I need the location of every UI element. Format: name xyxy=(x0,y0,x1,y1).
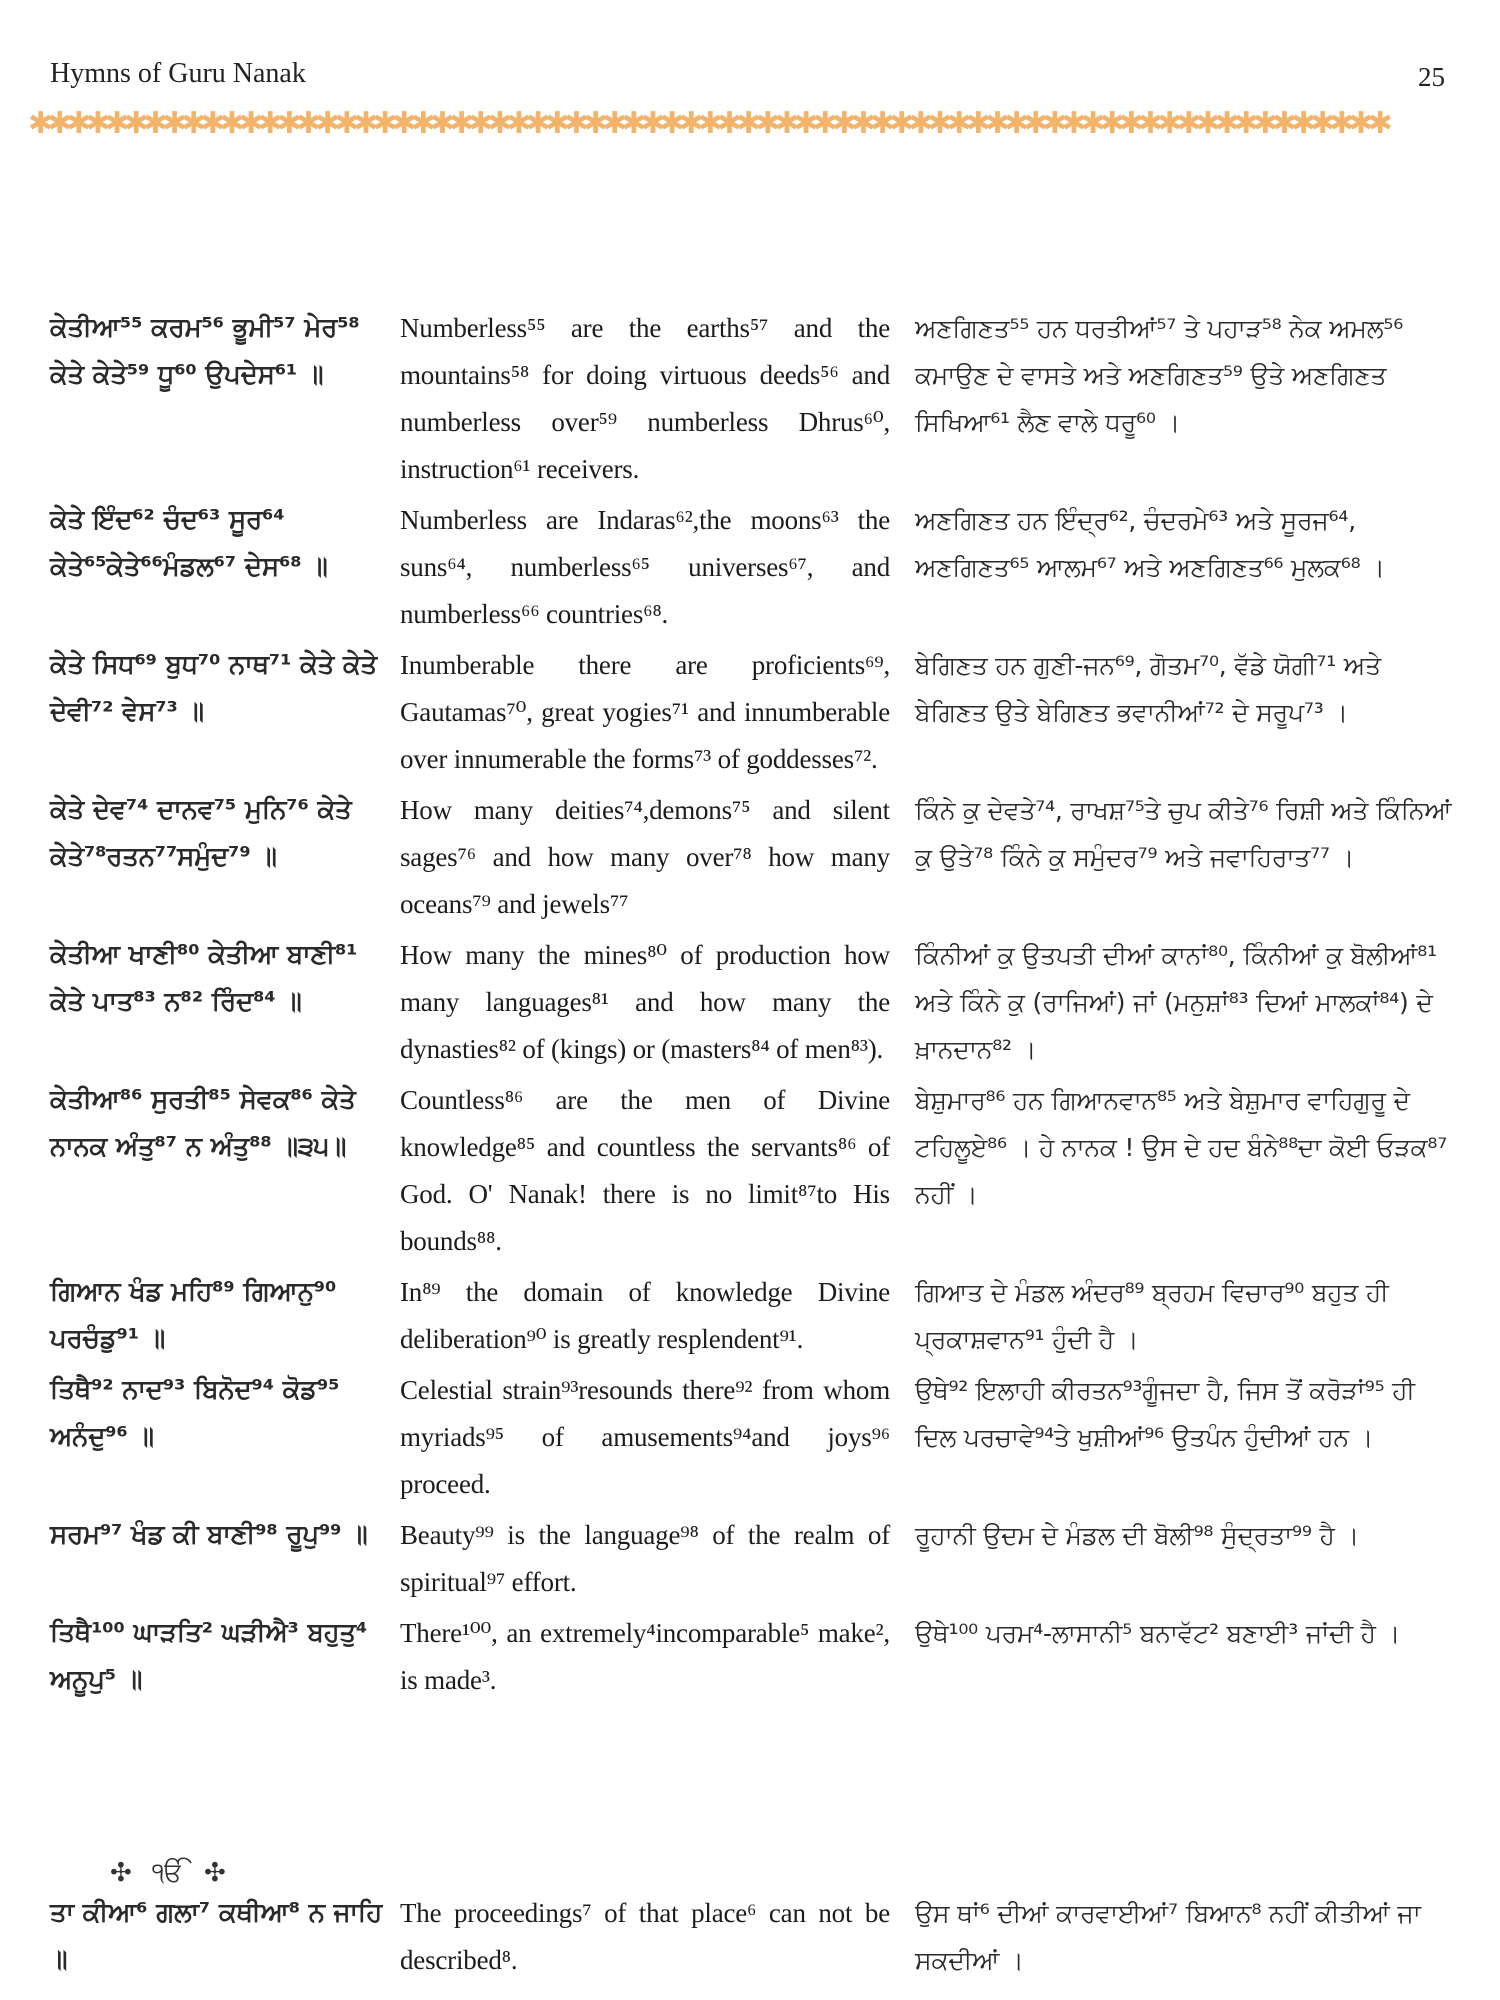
english-translation: Numberless are Indaras⁶²,the moons⁶³ the suns⁶⁴, numberless⁶⁵ universes⁶⁷, and numberless⁶⁶ countries⁶⁸. xyxy=(400,505,890,629)
verse-row xyxy=(40,787,1460,928)
punjabi-verse: ਕੇਤੀਆ⁸⁶ ਸੁਰਤੀ⁸⁵ ਸੇਵਕ⁸⁶ ਕੇਤੇ ਨਾਨਕ ਅੰਤੁ⁸⁷ ਨ ਅੰਤੁ⁸⁸ ॥੩੫॥ xyxy=(50,1085,356,1162)
english-translation: How many the mines⁸⁰ of production how many languages⁸¹ and how many the dynasties⁸² of (kings) or (masters⁸⁴ of men⁸³). xyxy=(400,940,890,1064)
punjabi-verse: ਕੇਤੇ ਦੇਵ⁷⁴ ਦਾਨਵ⁷⁵ ਮੁਨਿ⁷⁶ ਕੇਤੇ ਕੇਤੇ⁷⁸ਰਤਨ⁷⁷ਸਮੁੰਦ⁷⁹ ॥ xyxy=(50,795,352,872)
gurmukhi-explanation: ਰੂਹਾਨੀ ਉਦਮ ਦੇ ਮੰਡਲ ਦੀ ਬੋਲੀ⁹⁸ ਸੁੰਦ੍ਰਤਾ⁹⁹ ਹੈ । xyxy=(915,1521,1359,1550)
punjabi-verse: ਤਿਥੈ¹⁰⁰ ਘਾੜਤਿ² ਘੜੀਐ³ ਬਹੁਤੁ⁴ ਅਨੂਪੁ⁵ ॥ xyxy=(50,1618,368,1695)
english-translation: The proceedings⁷ of that place⁶ can not be described⁸. xyxy=(400,1898,890,1975)
english-translation: Countless⁸⁶ are the men of Divine knowledge⁸⁵ and countless the servants⁸⁶ of God. O' Nanak! there is no limit⁸⁷to His bounds⁸⁸. xyxy=(400,1085,890,1256)
verse-row xyxy=(40,1512,1460,1606)
running-title: Hymns of Guru Nanak xyxy=(50,58,306,89)
decorative-border: ✱✱✱✱✱✱✱✱✱✱✱✱✱✱✱✱✱✱✱✱✱✱✱✱✱✱✱✱✱✱✱✱✱✱✱✱✱✱✱✱✱✱✱✱✱✱✱✱✱✱✱✱✱✱✱✱✱✱✱✱✱✱✱✱✱✱✱✱✱✱✱ xyxy=(28,108,1387,140)
punjabi-verse: ਸਰਮ⁹⁷ ਖੰਡ ਕੀ ਬਾਣੀ⁹⁸ ਰੂਪੁ⁹⁹ ॥ xyxy=(50,1520,368,1550)
verse-row xyxy=(40,1890,1460,1984)
punjabi-verse: ਤਿਥੈ⁹² ਨਾਦ⁹³ ਬਿਨੋਦ⁹⁴ ਕੋਡ⁹⁵ ਅਨੰਦੁ⁹⁶ ॥ xyxy=(50,1375,340,1452)
page-header xyxy=(50,58,1500,98)
verse-table xyxy=(40,305,1460,1708)
verse-row xyxy=(40,1269,1460,1363)
verse-row xyxy=(40,1077,1460,1265)
punjabi-verse: ਗਿਆਨ ਖੰਡ ਮਹਿ⁸⁹ ਗਿਆਨੁ⁹⁰ ਪਰਚੰਡੁ⁹¹ ॥ xyxy=(50,1277,337,1354)
punjabi-verse: ਤਾ ਕੀਆ⁶ ਗਲਾ⁷ ਕਥੀਆ⁸ ਨ ਜਾਹਿ ॥ xyxy=(50,1898,382,1975)
punjabi-verse: ਕੇਤੀਆ⁵⁵ ਕਰਮ⁵⁶ ਭੂਮੀ⁵⁷ ਮੇਰ⁵⁸ ਕੇਤੇ ਕੇਤੇ⁵⁹ ਧੂ⁶⁰ ਉਪਦੇਸ⁶¹ ॥ xyxy=(50,313,360,390)
gurmukhi-explanation: ਉਸ ਥਾਂ⁶ ਦੀਆਂ ਕਾਰਵਾਈਆਂ⁷ ਬਿਆਨ⁸ ਨਹੀਂ ਕੀਤੀਆਂ ਜਾ ਸਕਦੀਆਂ । xyxy=(915,1899,1421,1975)
english-translation: Inumberable there are proficients⁶⁹, Gautamas⁷⁰, great yogies⁷¹ and innumberable over innumerable the forms⁷³ of goddesses⁷². xyxy=(400,650,890,774)
verse-row xyxy=(40,932,1460,1073)
punjabi-verse: ਕੇਤੇ ਸਿਧ⁶⁹ ਬੁਧ⁷⁰ ਨਾਥ⁷¹ ਕੇਤੇ ਕੇਤੇ ਦੇਵੀ⁷² ਵੇਸ⁷³ ॥ xyxy=(50,650,377,727)
english-translation: There¹⁰⁰, an extremely⁴incomparable⁵ make², is made³. xyxy=(400,1618,890,1695)
gurmukhi-explanation: ਅਣਗਿਣਤ⁵⁵ ਹਨ ਧਰਤੀਆਂ⁵⁷ ਤੇ ਪਹਾੜ⁵⁸ ਨੇਕ ਅਮਲ⁵⁶ ਕਮਾਉਣ ਦੇ ਵਾਸਤੇ ਅਤੇ ਅਣਗਿਣਤ⁵⁹ ਉਤੇ ਅਣਗਿਣਤ ਸਿਖਿਆ⁶¹ ਲੈਣ ਵਾਲੇ ਧਰੂ⁶⁰ । xyxy=(915,314,1404,437)
punjabi-verse: ਕੇਤੀਆ ਖਾਣੀ⁸⁰ ਕੇਤੀਆ ਬਾਣੀ⁸¹ ਕੇਤੇ ਪਾਤ⁸³ ਨ⁸² ਰਿੰਦ⁸⁴ ॥ xyxy=(50,940,358,1017)
english-translation: Beauty⁹⁹ is the language⁹⁸ of the realm of spiritual⁹⁷ effort. xyxy=(400,1520,890,1597)
english-translation: How many deities⁷⁴,demons⁷⁵ and silent sages⁷⁶ and how many over⁷⁸ how many oceans⁷⁹ and jewels⁷⁷ xyxy=(400,795,890,919)
gurmukhi-explanation: ਕਿੰਨੇ ਕੁ ਦੇਵਤੇ⁷⁴, ਰਾਖਸ਼⁷⁵ਤੇ ਚੁਪ ਕੀਤੇ⁷⁶ ਰਿਸ਼ੀ ਅਤੇ ਕਿੰਨਿਆਂ ਕੁ ਉਤੇ⁷⁸ ਕਿੰਨੇ ਕੁ ਸਮੁੰਦਰ⁷⁹ ਅਤੇ ਜਵਾਹਿਰਾਤ⁷⁷ । xyxy=(915,796,1452,872)
gurmukhi-explanation: ਅਣਗਿਣਤ ਹਨ ਇੰਦ੍ਰ⁶², ਚੰਦਰਮੇ⁶³ ਅਤੇ ਸੂਰਜ⁶⁴, ਅਣਗਿਣਤ⁶⁵ ਆਲਮ⁶⁷ ਅਤੇ ਅਣਗਿਣਤ⁶⁶ ਮੁਲਕ⁶⁸ । xyxy=(915,506,1385,582)
verse-row xyxy=(40,305,1460,493)
verse-row xyxy=(40,497,1460,638)
ornament-ik-onkar-icon: ✣ ੴ ✣ xyxy=(110,1858,232,1888)
gurmukhi-explanation: ਬੇਗਿਣਤ ਹਨ ਗੁਣੀ-ਜਨ⁶⁹, ਗੋਤਮ⁷⁰, ਵੱਡੇ ਯੋਗੀ⁷¹ ਅਤੇ ਬੇਗਿਣਤ ਉਤੇ ਬੇਗਿਣਤ ਭਵਾਨੀਆਂ⁷² ਦੇ ਸਰੂਪ⁷³ । xyxy=(915,651,1381,727)
english-translation: Celestial strain⁹³resounds there⁹² from whom myriads⁹⁵ of amusements⁹⁴and joys⁹⁶ proceed. xyxy=(400,1375,890,1499)
gurmukhi-explanation: ਉਥੇ¹⁰⁰ ਪਰਮ⁴-ਲਾਸਾਨੀ⁵ ਬਨਾਵੱਟ² ਬਣਾਈ³ ਜਾਂਦੀ ਹੈ । xyxy=(915,1619,1401,1648)
verse-row xyxy=(40,1610,1460,1704)
gurmukhi-explanation: ਬੇਸ਼ੁਮਾਰ⁸⁶ ਹਨ ਗਿਆਨਵਾਨ⁸⁵ ਅਤੇ ਬੇਸ਼ੁਮਾਰ ਵਾਹਿਗੁਰੂ ਦੇ ਟਹਿਲੂਏ⁸⁶ । ਹੇ ਨਾਨਕ ! ਉਸ ਦੇ ਹਦ ਬੰਨੇ⁸⁸ਦਾ ਕੋਈ ਓੜਕ⁸⁷ ਨਹੀਂ । xyxy=(915,1086,1448,1209)
gurmukhi-explanation: ਕਿੰਨੀਆਂ ਕੁ ਉਤਪਤੀ ਦੀਆਂ ਕਾਨਾਂ⁸⁰, ਕਿੰਨੀਆਂ ਕੁ ਬੋਲੀਆਂ⁸¹ ਅਤੇ ਕਿੰਨੇ ਕੁ (ਰਾਜਿਆਂ) ਜਾਂ (ਮਨੁਸ਼ਾਂ⁸³ ਦਿਆਂ ਮਾਲਕਾਂ⁸⁴) ਦੇ ਖ਼ਾਨਦਾਨ⁸² । xyxy=(915,941,1437,1064)
verse-row xyxy=(40,1367,1460,1508)
punjabi-verse: ਕੇਤੇ ਇੰਦ⁶² ਚੰਦ⁶³ ਸੂਰ⁶⁴ ਕੇਤੇ⁶⁵ਕੇਤੇ⁶⁶ਮੰਡਲ⁶⁷ ਦੇਸ⁶⁸ ॥ xyxy=(50,505,328,582)
english-translation: In⁸⁹ the domain of knowledge Divine deliberation⁹⁰ is greatly resplendent⁹¹. xyxy=(400,1277,890,1354)
page-number: 25 xyxy=(1418,62,1445,92)
gurmukhi-explanation: ਗਿਆਤ ਦੇ ਮੰਡਲ ਅੰਦਰ⁸⁹ ਬ੍ਰਹਮ ਵਿਚਾਰ⁹⁰ ਬਹੁਤ ਹੀ ਪ੍ਰਕਾਸ਼ਵਾਨ⁹¹ ਹੁੰਦੀ ਹੈ । xyxy=(915,1278,1389,1354)
english-translation: Numberless⁵⁵ are the earths⁵⁷ and the mountains⁵⁸ for doing virtuous deeds⁵⁶ and numberless over⁵⁹ numberless Dhrus⁶⁰, instruction⁶¹ receivers. xyxy=(400,313,890,484)
verse-row xyxy=(40,642,1460,783)
gurmukhi-explanation: ਉਥੇ⁹² ਇਲਾਹੀ ਕੀਰਤਨ⁹³ਗੂੰਜਦਾ ਹੈ, ਜਿਸ ਤੋਂ ਕਰੋੜਾਂ⁹⁵ ਹੀ ਦਿਲ ਪਰਚਾਵੇ⁹⁴ਤੇ ਖੁਸ਼ੀਆਂ⁹⁶ ਉਤਪੰਨ ਹੁੰਦੀਆਂ ਹਨ । xyxy=(915,1376,1415,1452)
